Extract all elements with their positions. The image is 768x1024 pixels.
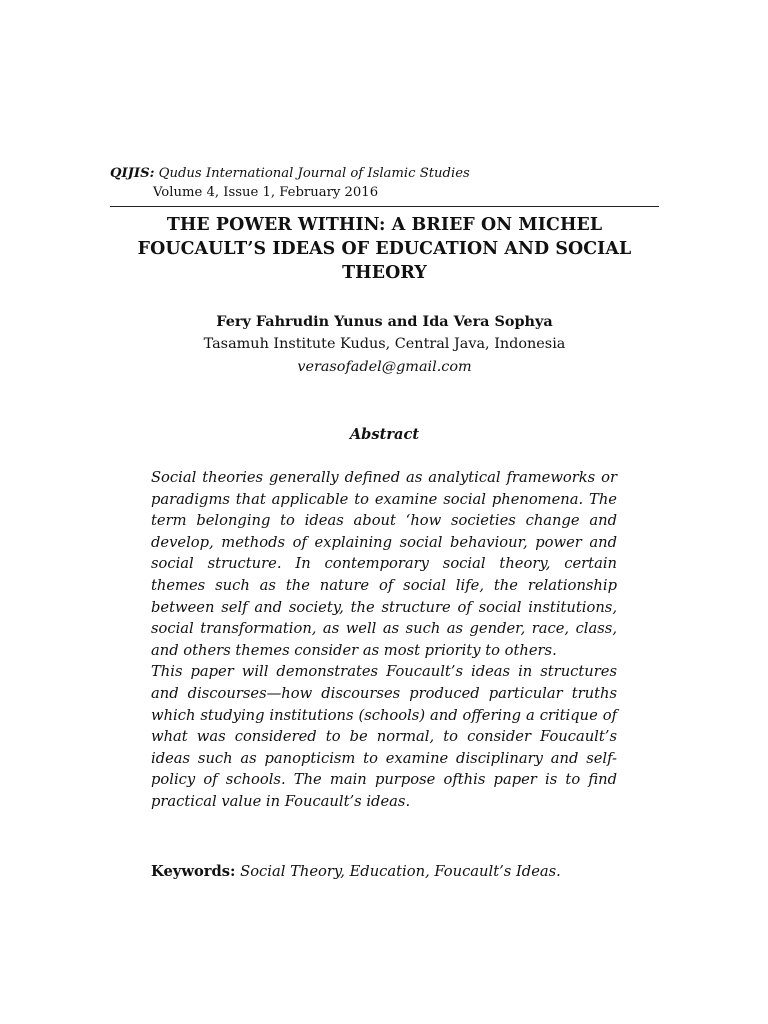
title-line: THEORY [342, 263, 427, 283]
abstract-heading: Abstract [349, 426, 420, 443]
journal-name: Qudus International Journal of Islamic Studies [158, 166, 470, 181]
author-names: Fery Fahrudin Yunus and Ida Vera Sophya [216, 313, 553, 330]
journal-abbreviation: QIJIS: [110, 166, 155, 181]
paper-title [110, 213, 659, 285]
journal-line [110, 164, 670, 183]
keywords-line [151, 861, 617, 883]
title-line: THE POWER WITHIN: A BRIEF ON MICHEL [166, 215, 603, 235]
abstract-paragraph: This paper will demonstrates Foucault’s ideas in structures and discourses—how discourses produced particular truths which studying institutions (schools) and offering a critique of what was considered to be normal, to consider Foucault’s ideas such as panopticism to examine disciplinary and self-policy of schools. The main purpose ofthis paper is to find practical value in Foucault’s ideas. [151, 663, 617, 810]
journal-header [110, 164, 670, 202]
author-affiliation: Tasamuh Institute Kudus, Central Java, Indonesia [203, 336, 566, 352]
abstract-body [151, 467, 617, 813]
keywords-label: Keywords: [151, 863, 236, 880]
header-divider [110, 206, 659, 207]
keywords-value: Social Theory, Education, Foucault’s Ideas. [240, 863, 561, 880]
volume-info: Volume 4, Issue 1, February 2016 [153, 185, 379, 200]
author-email: verasofadel@gmail.com [297, 359, 472, 375]
abstract-paragraph: Social theories generally defined as analytical frameworks or paradigms that applicable to examine social phenomena. The term belonging to ideas about ‘how societies change and develop, methods of explaining social behaviour, power and social structure. In contemporary social theory, certain themes such as the nature of social life, the relationship between self and society, the structure of social institutions, social transformation, as well as such as gender, race, class, and others themes consider as most priority to others. [151, 469, 617, 659]
title-line: FOUCAULT’S IDEAS OF EDUCATION AND SOCIAL [137, 239, 632, 259]
author-block [110, 310, 659, 379]
